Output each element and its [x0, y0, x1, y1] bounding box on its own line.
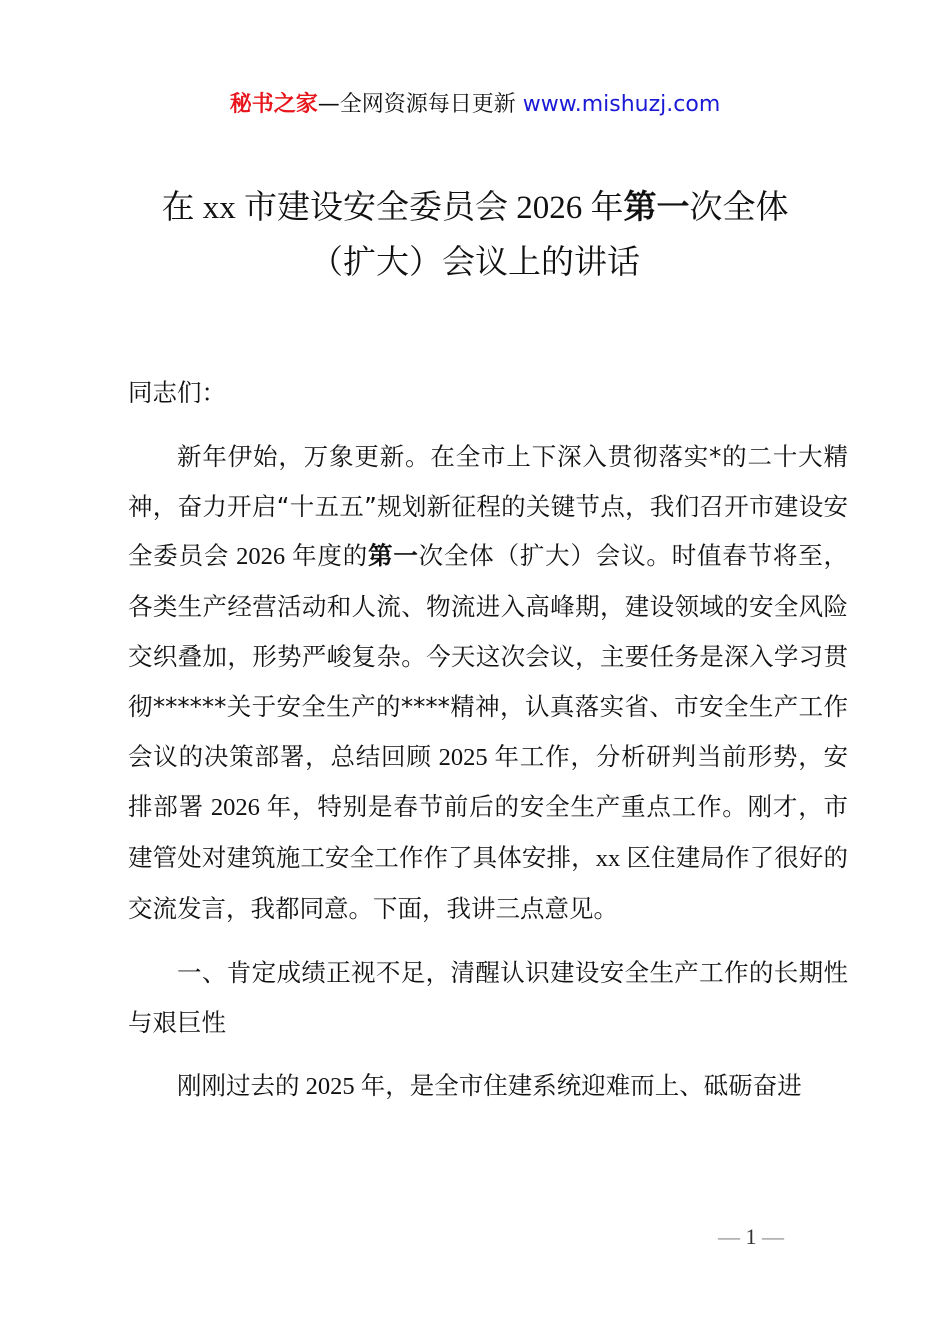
paragraph-intro: [128, 432, 848, 934]
year-text: 2025: [431, 743, 495, 771]
page-number: 1: [745, 1224, 757, 1249]
site-url[interactable]: www.mishuzj.com: [522, 92, 721, 117]
placeholder-text: xx: [595, 845, 627, 873]
brand-name: 秘书之家: [229, 92, 318, 117]
title-line-2: （扩大）会议上的讲话: [310, 242, 640, 281]
title-text: 次全体: [689, 187, 789, 226]
title-line-1: [0, 180, 950, 235]
title-text: xx: [194, 190, 244, 226]
title-year: 2026: [508, 190, 591, 226]
title-text: 在: [161, 187, 195, 226]
title-bold-text: 第一: [623, 187, 690, 226]
year-text: 2026: [229, 543, 293, 571]
bold-text: 第一: [368, 541, 419, 571]
paragraph-text: 新年伊始，万象更新。在全市上下深入贯彻落实*的二十大精神，奋力开启“十五五”规划新征程的关键节点，我们召开市建设安全委员会: [128, 441, 848, 571]
section-heading-1: 一、肯定成绩正视不足，清醒认识建设安全生产工作的长期性与艰巨性: [128, 957, 848, 1037]
paragraph-section-1: [128, 1061, 848, 1112]
title-text: 市建设安全委员会: [244, 187, 508, 226]
year-text: 2026: [203, 794, 267, 822]
paragraph-text: 年，是全市住建系统迎难而上、砥砺奋进: [360, 1071, 802, 1101]
footer-dash: —: [762, 1224, 784, 1249]
paragraph-text: 刚刚过去的: [177, 1071, 300, 1101]
paragraph-text: 年工作，分析研判当前形势，安排部署: [128, 741, 849, 822]
site-banner: [0, 88, 950, 122]
paragraph-text: 年，特别是春节前后的安全生产重点工作。刚才，市建管处对建筑施工安全工作作了具体安排，: [128, 792, 849, 873]
paragraph-text: 次全体（扩大）会议。时值春节将至，各类生产经营活动和人流、物流进入高峰期，建设领域的安全风险交织叠加，形势严峻复杂。今天这次会议，主要任务是深入学习贯彻******关于安全生产的****精神，认真落实省、市安全生产工作会议的决策部署，总结回顾: [128, 541, 849, 771]
salutation: 同志们：: [128, 378, 226, 407]
document-body: [128, 368, 848, 1112]
title-text: 年: [590, 187, 624, 226]
document-title: [0, 180, 950, 289]
paragraph-text: 区住建局作了很好的交流发言，我都同意。下面，我讲三点意见。: [128, 843, 849, 923]
footer-dash: —: [718, 1224, 740, 1249]
page-footer: [718, 1224, 784, 1250]
banner-tagline: —全网资源每日更新: [317, 92, 523, 117]
year-text: 2025: [299, 1073, 361, 1101]
paragraph-text: 年度的: [292, 541, 369, 571]
